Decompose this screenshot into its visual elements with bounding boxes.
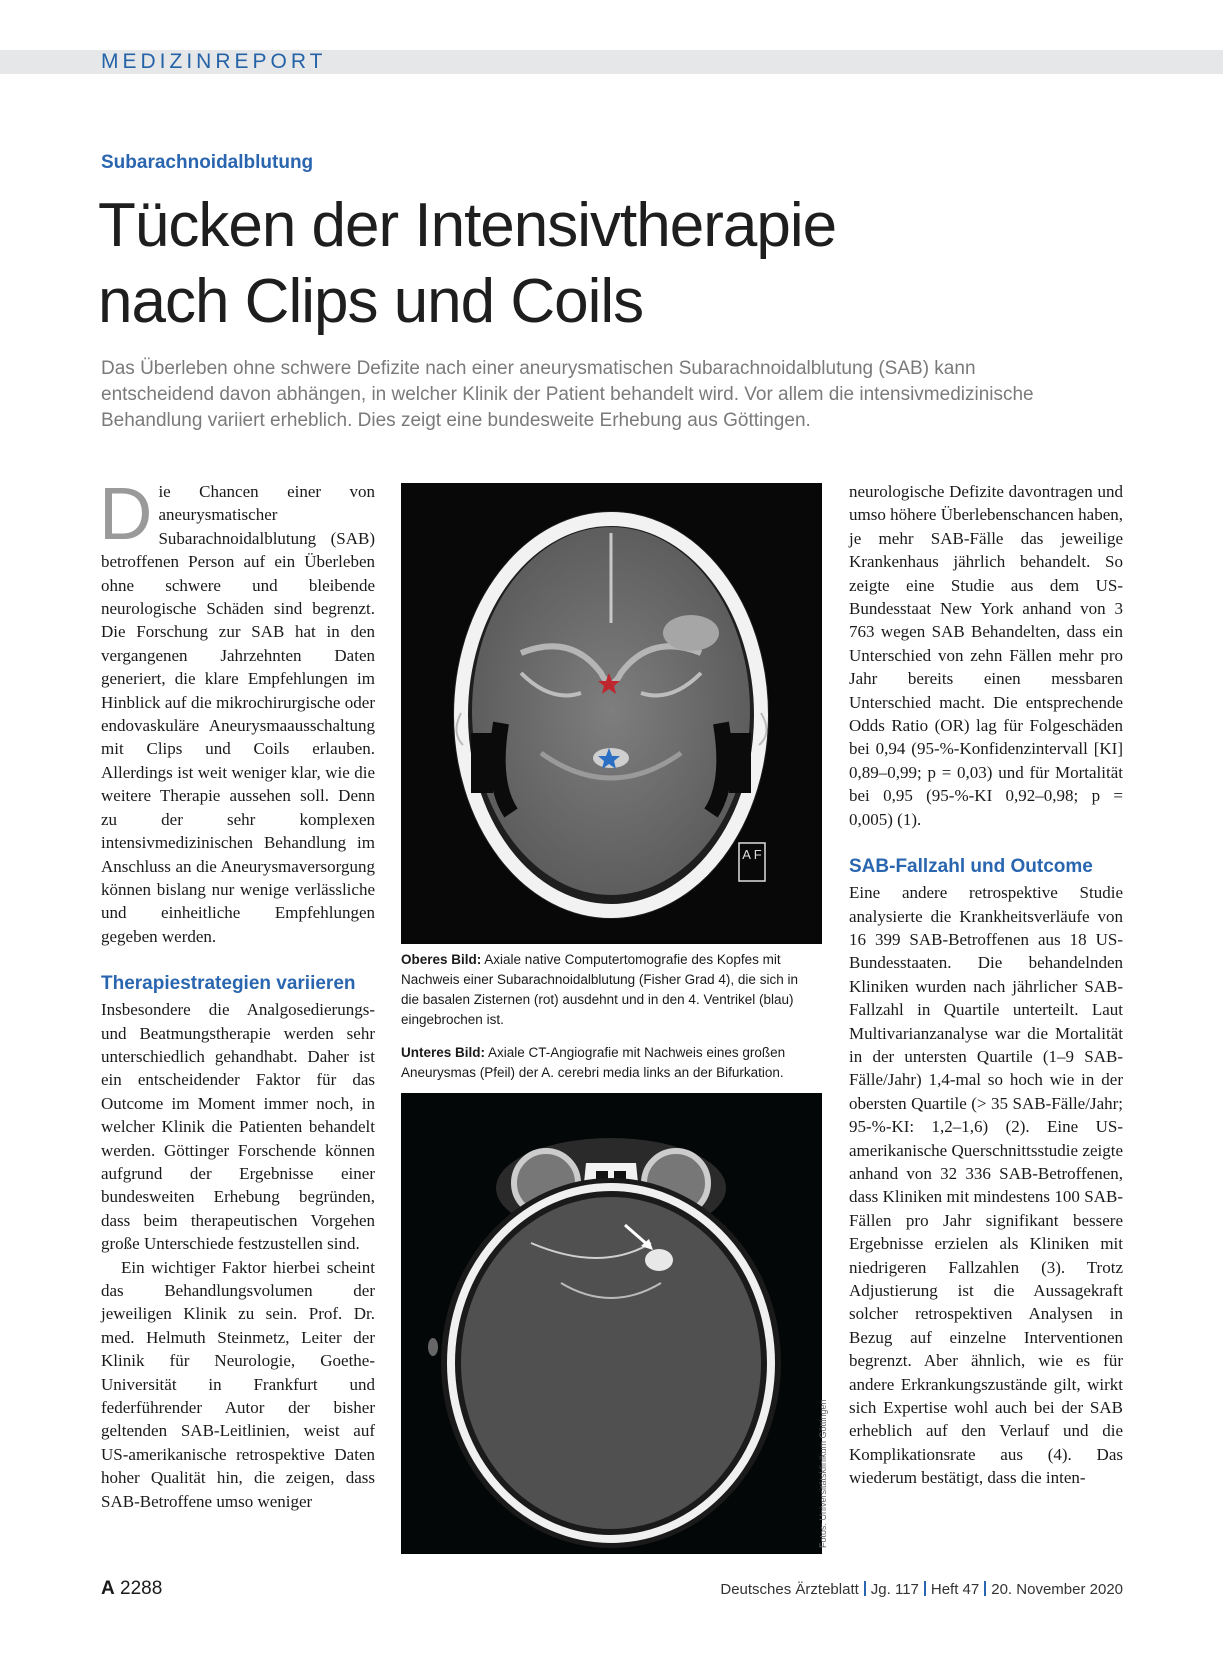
caption-2-label: Unteres Bild: [401, 1045, 486, 1060]
subheading: Therapiestrategien variieren [101, 973, 356, 995]
drop-cap: D [99, 472, 153, 555]
cta-scan-illustration [401, 1093, 822, 1554]
journal-issue: Heft 47 [930, 1581, 980, 1598]
title-line-2: nach Clips und Coils [98, 267, 644, 336]
title-line-1: Tücken der Intensivtherapie [98, 191, 837, 260]
paragraph: neurologische Defizite davontragen und umso höhere Überlebenschancen haben, je mehr SAB-Fälle das jeweilige Krankenhaus jährlich behandelt. So zeigte eine Studie aus dem US-Bundesstaat New York anhand von 3 763 wegen SAB Behandelten, dass ein Unterschied von zehn Fällen mehr pro Jahr bereits einen messbaren Unterschied macht. Die entsprechende Odds Ratio (OR) lag für Folgeschäden bei 0,94 (95-%-Konfidenzintervall [KI] 0,89–0,99; p = 0,03) und für Mortalität bei 0,95 (95-%-KI 0,92–0,98; p = 0,005) (1). [849, 482, 1123, 829]
paragraph: Insbesondere die Analgosedierungs- und Beatmungstherapie werden sehr unterschiedlich gehandhabt. Daher ist ein entscheidender Faktor für das Outcome im Moment immer noch, in welcher Klinik die Patienten behandelt werden. Göttinger Forschende können aufgrund der Ergebnisse einer bundesweiten Erhebung begründen, dass beim therapeutischen Vorgehen große Unterschiede festzustellen sind. [101, 1000, 375, 1254]
caption-1-label: Oberes Bild: [401, 952, 482, 967]
page-prefix: A [101, 1578, 115, 1599]
paragraph: Ein wichtiger Faktor hierbei scheint das Behandlungsvolumen der jeweiligen Klinik zu sein. Prof. Dr. med. Helmuth Steinmetz, Leiter der Klinik für Neurologie, Goethe-Universität in Frankfurt und federführender Autor der bisher geltenden SAB-Leitlinien, weist auf US-amerikanische retrospektive Daten hoher Qualität hin, die zeigen, dass SAB-Betroffene umso weniger [101, 1257, 375, 1511]
article-kicker: Subarachnoidalblutung [101, 152, 314, 173]
caption-2-text: Axiale CT-Angiografie mit Nachweis eines großen Aneurysmas (Pfeil) der A. cerebri media links an der Bifurkation. [401, 1045, 786, 1080]
ct-scan-illustration [401, 483, 822, 944]
journal-info [720, 1581, 1123, 1598]
caption-2 [401, 1043, 801, 1083]
paragraph-text: ie Chancen einer von aneurysmatischer Subarachnoidalblutung (SAB) betroffenen Person auf ein Überleben ohne schwere und bleibende neurologische Schäden sind begrenzt. Die Forschung zur SAB hat in den vergangenen Jahrzehnten Daten generiert, die klare Empfehlungen im Hinblick auf die mikrochirurgische oder endovaskuläre Aneurysmaausschaltung mit Clips und Coils erlauben. Allerdings ist weit weniger klar, wie die weitere Therapie aussehen soll. Denn zu der sehr komplexen intensivmedizinischen Behandlung im Anschluss an die Aneurysmaversorgung können bislang nur wenige verlässliche und einheitliche Empfehlungen gegeben werden. [101, 482, 375, 946]
ct-scan-image [401, 483, 822, 944]
text-column-3 [849, 480, 1123, 1490]
divider [984, 1581, 986, 1596]
paragraph: Eine andere retrospektive Studie analysierte die Krankheitsverläufe von 16 399 SAB-Betroffenen aus 18 US-Bundesstaaten. Die behandelnden Kliniken wurden nach jährlicher SAB-Fallzahl in Quartile unterteilt. Laut Multivarianzanalyse war die Mortalität in der untersten Quartile (1–9 SAB-Fälle/Jahr) 1,4-mal so hoch wie in der obersten Quartile (> 35 SAB-Fälle/Jahr; 95-%-KI: 1,2–1,6) (2). Eine US-amerikanische Querschnittsstudie zeigte anhand von 32 336 SAB-Betroffenen, dass Kliniken mit mindestens 100 SAB-Fällen pro Jahr signifikant bessere Ergebnisse erzielen als Kliniken mit niedrigeren Fallzahlen (3). Trotz Adjustierung ist die Aussagekraft solcher retrospektiven Analysen in Bezug auf einzelne Interventionen begrenzt. Aber ähnlich, wie es für andere Erkrankungszustände gilt, wirkt sich Expertise wohl auch bei der SAB erheblich auf den Verlauf und die Komplikationsrate aus (4). Das wiederum bestätigt, dass die inten- [849, 883, 1123, 1488]
journal-name: Deutsches Ärzteblatt [720, 1581, 859, 1598]
caption-1 [401, 950, 801, 1030]
article-lead: Das Überleben ohne schwere Defizite nach einer aneurysmatischen Subarachnoidalblutung (SAB) kann entscheidend davon abhängen, in welcher Klinik der Patient behandelt wird. Vor allem die intensivmedizinische Behandlung variiert erheblich. Dies zeigt eine bundesweite Erhebung aus Göttingen. [101, 358, 1034, 431]
cta-scan-image [401, 1093, 822, 1554]
page-number [101, 1578, 162, 1600]
page-number-value: 2288 [120, 1578, 163, 1599]
journal-volume: Jg. 117 [870, 1581, 919, 1598]
divider [924, 1581, 926, 1596]
caption-1-text: Axiale native Computertomografie des Kopfes mit Nachweis einer Subarachnoidalblutung (Fisher Grad 4), die sich in die basalen Zisternen (rot) ausdehnt und in den 4. Ventrikel (blau) eingebrochen ist. [401, 952, 798, 1027]
photo-credit: Fotos: Universitätsklinikum Göttingen [818, 1399, 828, 1548]
text-column-1 [99, 472, 375, 1513]
subheading: SAB-Fallzahl und Outcome [849, 856, 1093, 878]
paragraph [99, 472, 375, 948]
journal-date: 20. November 2020 [991, 1581, 1123, 1598]
section-label: MEDIZINREPORT [101, 50, 327, 73]
divider [864, 1581, 866, 1596]
article-title [98, 188, 1098, 340]
ct-orientation-marker: A F [742, 847, 762, 862]
